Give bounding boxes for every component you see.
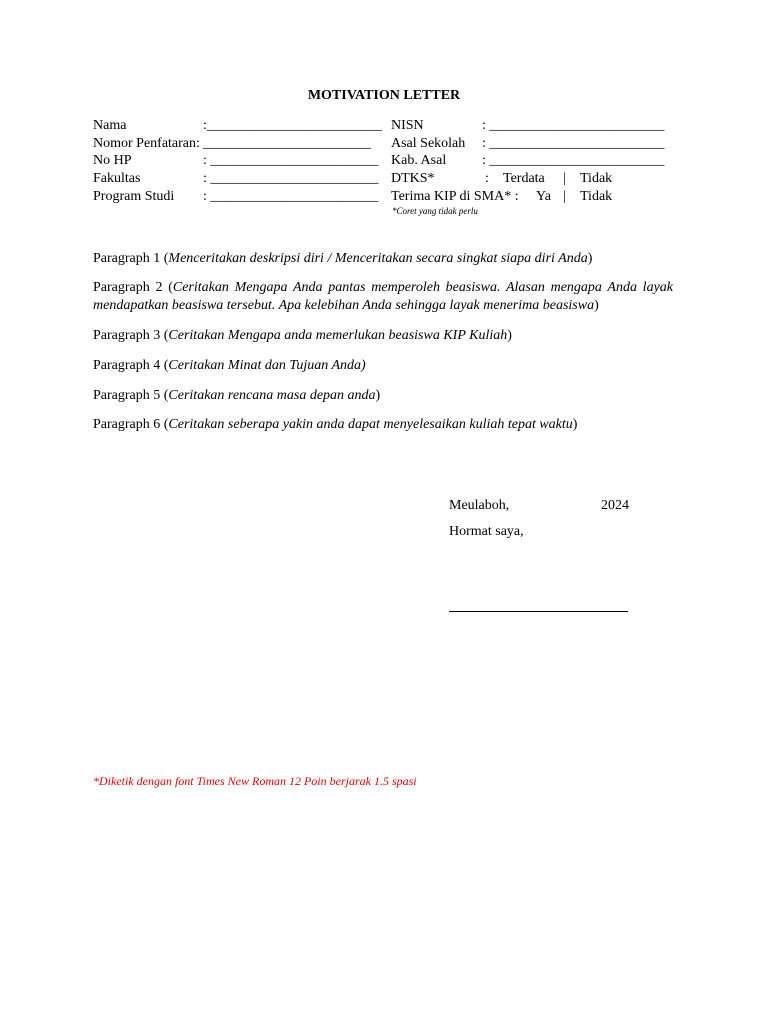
field-label-kab-asal: Kab. Asal — [391, 153, 447, 168]
option-kip-tidak: Tidak — [580, 189, 613, 204]
option-dtks-terdata: Terdata — [503, 171, 545, 186]
field-label-program-studi: Program Studi — [93, 189, 175, 204]
strike-note: *Coret yang tidak perlu — [392, 206, 478, 216]
field-label-terima-kip: Terima KIP di SMA* : — [391, 189, 519, 204]
page-title: MOTIVATION LETTER — [307, 88, 461, 103]
option-kip-ya: Ya — [536, 189, 551, 204]
paragraph-6-instruction: Paragraph 6 (Ceritakan seberapa yakin anda dapat menyelesaikan kuliah tepat waktu) — [93, 417, 578, 432]
field-value-asal-sekolah: : _________________________ — [482, 136, 665, 151]
field-value-nomor-pendaftaran: ________________________ — [203, 136, 371, 151]
field-value-program-studi: : ________________________ — [203, 189, 379, 204]
paragraph-4-instruction: Paragraph 4 (Ceritakan Minat dan Tujuan Anda) — [93, 358, 366, 373]
field-label-asal-sekolah: Asal Sekolah — [391, 136, 466, 151]
field-value-nisn: : _________________________ — [482, 118, 665, 133]
option-dtks-tidak: Tidak — [580, 171, 613, 186]
field-label-dtks: DTKS* — [391, 171, 435, 186]
paragraph-2-instruction: Paragraph 2 (Ceritakan Mengapa Anda pantas memperoleh beasiswa. Alasan mengapa Anda layak mendapatkan beasiswa tersebut. Apa kelebihan Anda sehingga layak menerima beasiswa) — [93, 280, 673, 313]
field-label-fakultas: Fakultas — [93, 171, 141, 186]
closing-year: 2024 — [601, 498, 629, 513]
field-value-nama: :_________________________ — [203, 118, 382, 133]
paragraph-1-instruction: Paragraph 1 (Menceritakan deskripsi diri / Menceritakan secara singkat siapa diri Anda) — [93, 251, 593, 266]
field-label-no-hp: No HP — [93, 153, 132, 168]
field-value-fakultas: : ________________________ — [203, 171, 379, 186]
field-label-nomor-pendaftaran: Nomor Penfataran: — [93, 136, 200, 151]
signature-line — [449, 611, 628, 612]
field-value-kab-asal: : _________________________ — [482, 153, 665, 168]
option-separator: | — [563, 171, 566, 186]
field-value-no-hp: : ________________________ — [203, 153, 379, 168]
field-colon-dtks: : — [485, 171, 489, 186]
paragraph-3-instruction: Paragraph 3 (Ceritakan Mengapa anda memerlukan beasiswa KIP Kuliah) — [93, 328, 512, 343]
field-label-nama: Nama — [93, 118, 127, 133]
paragraph-5-instruction: Paragraph 5 (Ceritakan rencana masa depan anda) — [93, 388, 381, 403]
closing-regards: Hormat saya, — [449, 524, 524, 539]
option-separator: | — [563, 189, 566, 204]
field-label-nisn: NISN — [391, 118, 424, 133]
typing-footnote: *Diketik dengan font Times New Roman 12 Poin berjarak 1.5 spasi — [93, 774, 417, 788]
closing-place: Meulaboh, — [449, 498, 510, 513]
